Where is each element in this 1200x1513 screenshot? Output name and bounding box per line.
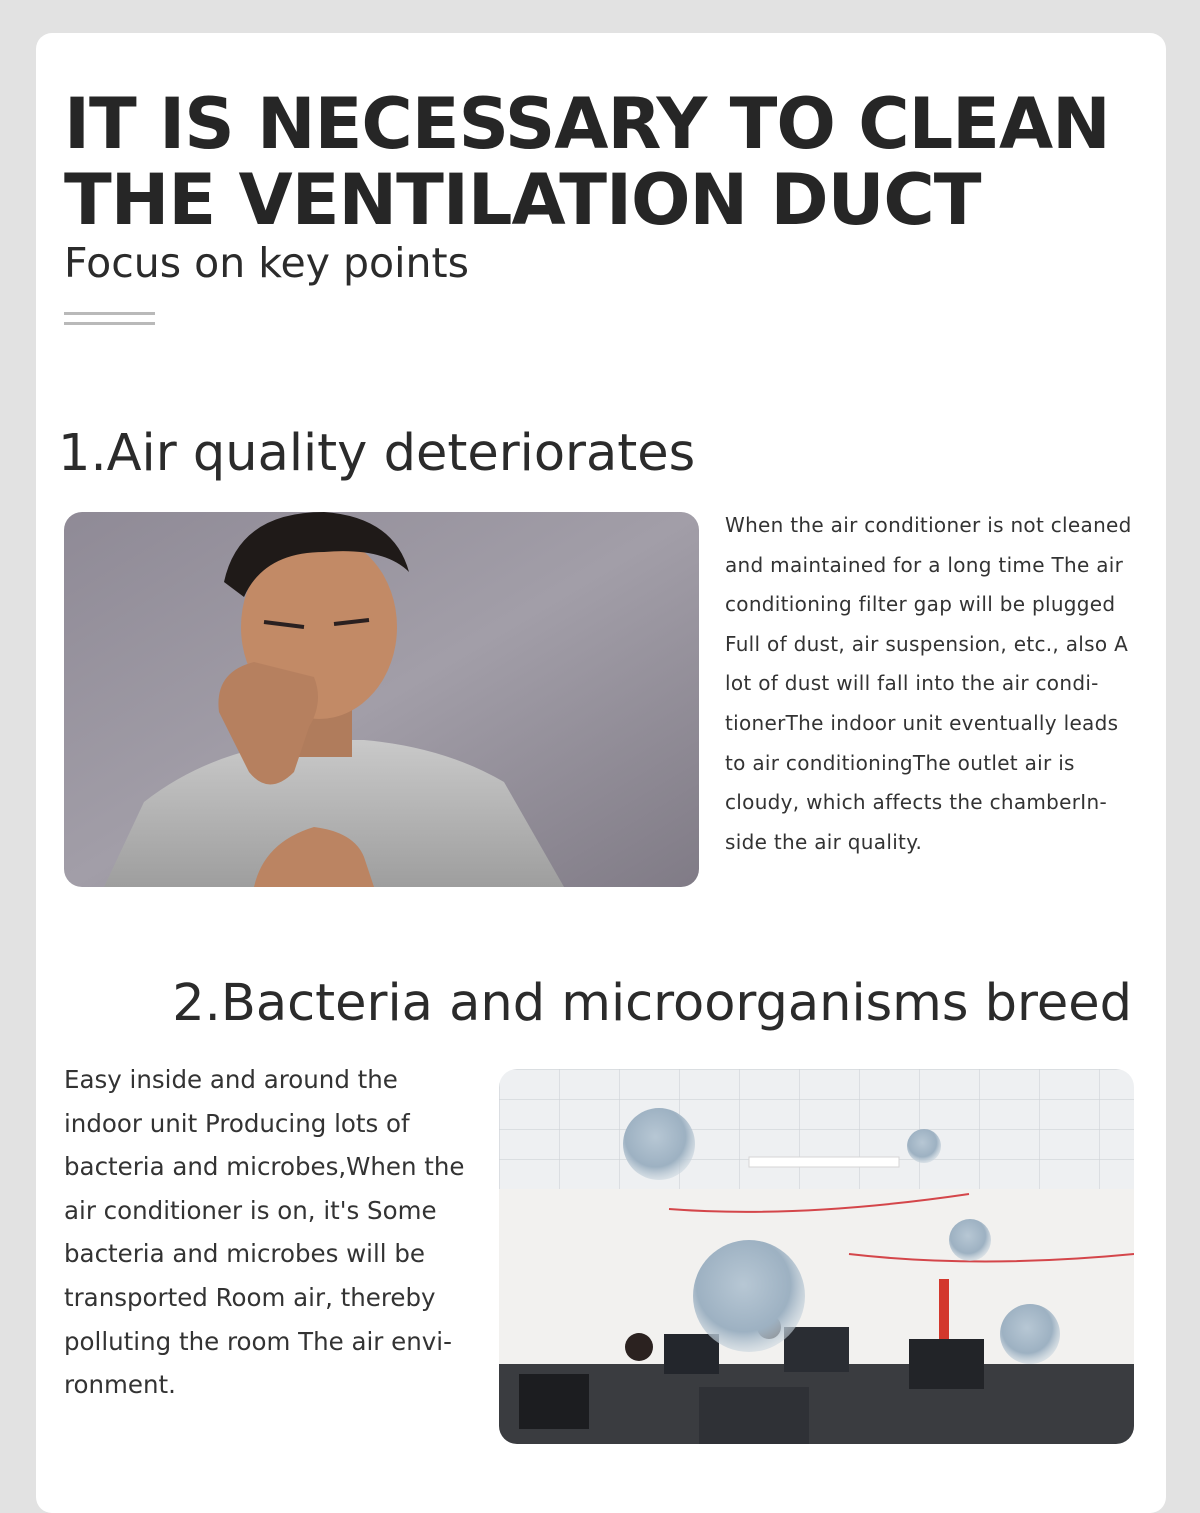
- section-1-line: conditioning filter gap will be plugged: [725, 592, 1116, 617]
- section-2-line: air conditioner is on, it's Some: [64, 1195, 437, 1225]
- section-2-line: indoor unit Producing lots of: [64, 1108, 410, 1138]
- section-1-line: to air conditioningThe outlet air is: [725, 750, 1075, 775]
- title-divider: [64, 312, 155, 330]
- section-1-line: Full of dust, air suspension, etc., also A: [725, 631, 1129, 656]
- section-1-line: and maintained for a long time The air: [725, 552, 1124, 577]
- section-1-line: cloudy, which affects the chamberIn-: [725, 790, 1107, 815]
- section-2-line: ronment.: [64, 1370, 176, 1400]
- section-1-line: tionerThe indoor unit eventually leads: [725, 710, 1119, 735]
- section-2-title: 2.Bacteria and microorganisms breed: [172, 974, 1132, 1033]
- office-microbes-photo: [499, 1069, 1134, 1444]
- section-2-body: [64, 1058, 484, 1407]
- section-1-title: 1.Air quality deteriorates: [58, 424, 696, 483]
- section-2-line: Easy inside and around the: [64, 1065, 398, 1094]
- section-1-body: [725, 506, 1150, 862]
- page-title: [64, 83, 1144, 241]
- section-2-line: transported Room air, thereby: [64, 1282, 436, 1312]
- page-subtitle: Focus on key points: [64, 239, 469, 287]
- section-2-line: bacteria and microbes,When the: [64, 1152, 465, 1182]
- coughing-man-photo: [64, 512, 699, 887]
- section-1-line: When the air conditioner is not cleaned: [725, 513, 1132, 537]
- page-title-line-1: IT IS NECESSARY TO CLEAN: [64, 83, 1110, 165]
- section-2-line: polluting the room The air envi-: [64, 1326, 452, 1356]
- section-2-line: bacteria and microbes will be: [64, 1239, 425, 1269]
- page-title-line-2: THE VENTILATION DUCT: [64, 159, 981, 241]
- section-1-line: side the air quality.: [725, 829, 923, 854]
- section-1-line: lot of dust will fall into the air condi-: [725, 671, 1099, 696]
